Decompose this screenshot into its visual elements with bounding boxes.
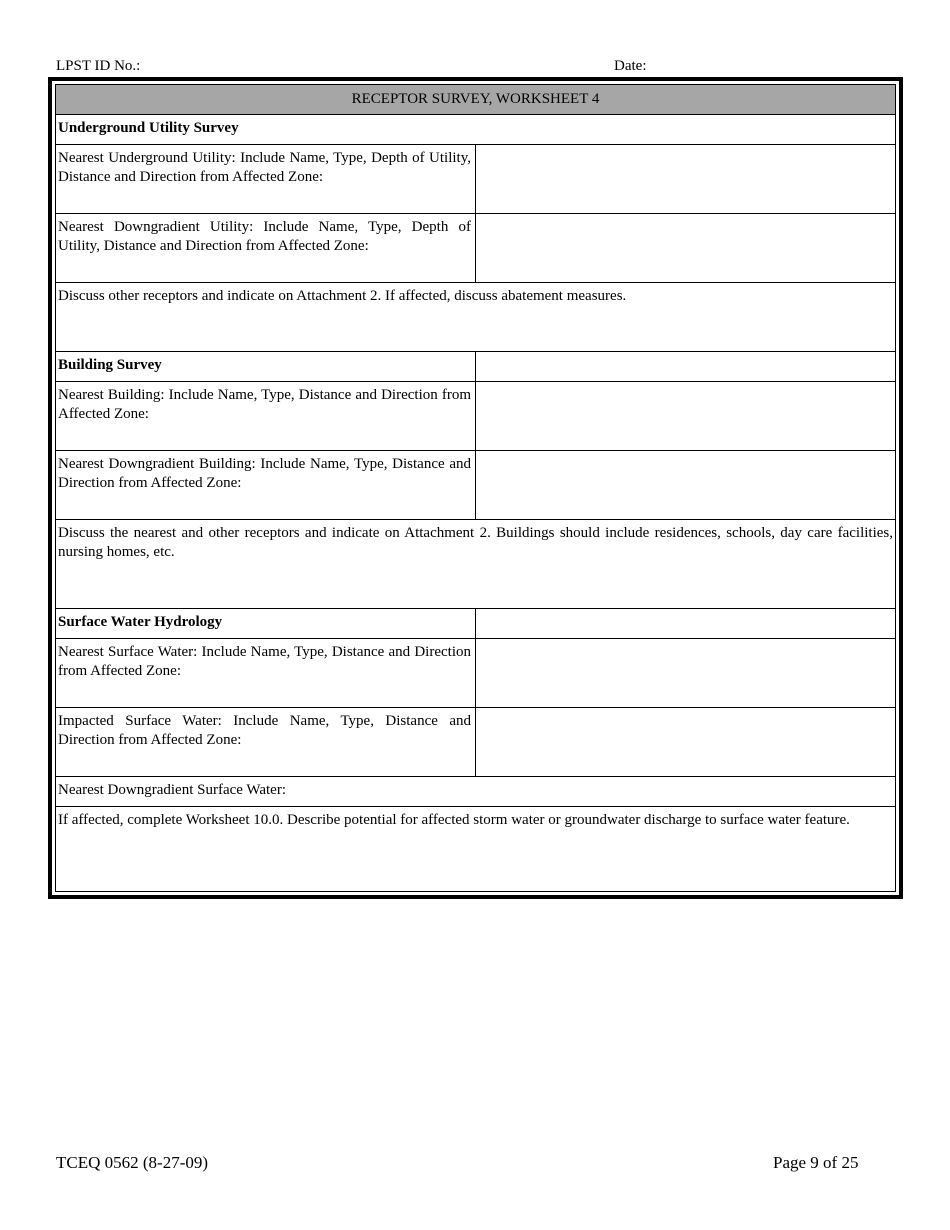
- nearest-underground-utility-label: Nearest Underground Utility: Include Name, Type, Depth of Utility, Distance and Direction from Affected Zone:: [58, 150, 471, 185]
- lpst-id-label: LPST ID No.:: [56, 58, 141, 74]
- nearest-underground-utility-field[interactable]: [482, 151, 889, 207]
- nearest-downgradient-surface-water-label: Nearest Downgradient Surface Water:: [58, 782, 287, 798]
- surface-water-section: [56, 609, 895, 639]
- building-discuss-text: Discuss the nearest and other receptors and indicate on Attachment 2. Buildings should include residences, schools, day care facilities, nursing homes, etc.: [58, 525, 893, 560]
- building-heading: Building Survey: [58, 357, 162, 373]
- building-section: [56, 352, 895, 382]
- nearest-underground-utility-row: [56, 145, 895, 214]
- impacted-surface-water-row: [56, 708, 895, 777]
- underground-discuss-row[interactable]: [56, 283, 895, 352]
- underground-section: [56, 115, 895, 145]
- worksheet-table: [48, 77, 903, 899]
- page-number: Page 9 of 25: [773, 1153, 859, 1172]
- nearest-downgradient-building-row: [56, 451, 895, 520]
- impacted-surface-water-field[interactable]: [482, 714, 889, 770]
- nearest-building-row: [56, 382, 895, 451]
- nearest-surface-water-label: Nearest Surface Water: Include Name, Type, Distance and Direction from Affected Zone:: [58, 644, 471, 679]
- nearest-downgradient-utility-field[interactable]: [482, 220, 889, 276]
- nearest-surface-water-field[interactable]: [482, 645, 889, 701]
- if-affected-row[interactable]: [56, 807, 895, 891]
- nearest-downgradient-utility-label: Nearest Downgradient Utility: Include Name, Type, Depth of Utility, Distance and Direction from Affected Zone:: [58, 219, 471, 254]
- nearest-building-field[interactable]: [482, 388, 889, 444]
- date-label: Date:: [614, 58, 647, 74]
- nearest-surface-water-row: [56, 639, 895, 708]
- underground-heading: Underground Utility Survey: [58, 120, 239, 136]
- worksheet-title: RECEPTOR SURVEY, WORKSHEET 4: [56, 85, 895, 115]
- nearest-downgradient-building-label: Nearest Downgradient Building: Include Name, Type, Distance and Direction from Affected Zone:: [58, 456, 471, 491]
- if-affected-text: If affected, complete Worksheet 10.0. Describe potential for affected storm water or groundwater discharge to surface water feature.: [58, 812, 850, 828]
- nearest-downgradient-surface-water-row[interactable]: [56, 777, 895, 807]
- surface-water-heading: Surface Water Hydrology: [58, 614, 223, 630]
- nearest-downgradient-utility-row: [56, 214, 895, 283]
- building-discuss-row[interactable]: [56, 520, 895, 609]
- nearest-building-label: Nearest Building: Include Name, Type, Distance and Direction from Affected Zone:: [58, 387, 471, 422]
- nearest-downgradient-building-field[interactable]: [482, 457, 889, 513]
- form-id: TCEQ 0562 (8-27-09): [56, 1153, 209, 1172]
- impacted-surface-water-label: Impacted Surface Water: Include Name, Type, Distance and Direction from Affected Zone:: [58, 713, 471, 748]
- underground-discuss-text: Discuss other receptors and indicate on Attachment 2. If affected, discuss abatement measures.: [58, 288, 627, 304]
